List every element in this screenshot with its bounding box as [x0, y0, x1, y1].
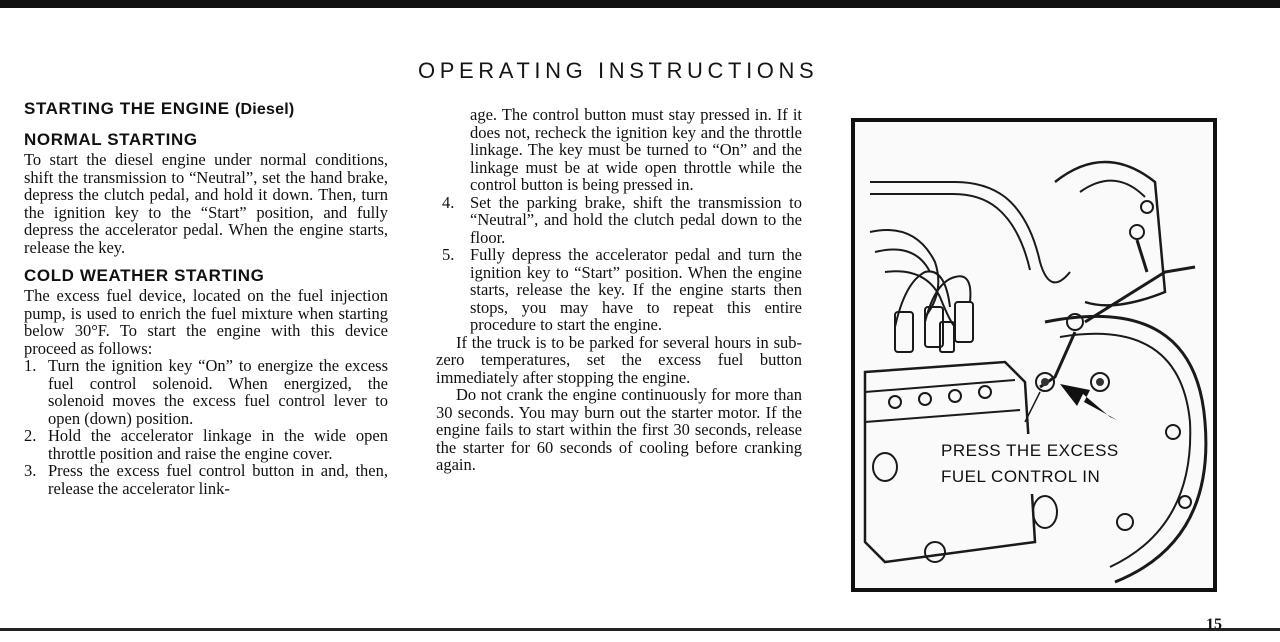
- step-number: 2.: [24, 426, 37, 445]
- step-text: Hold the accelerator linkage in the wide open throttle position and raise the engine cover.: [48, 426, 388, 463]
- page-number: 15: [1206, 616, 1222, 633]
- left-column: [24, 96, 388, 497]
- cold-weather-heading: COLD WEATHER STARTING: [24, 266, 265, 285]
- parking-paragraph: If the truck is to be parked for several hours in sub-zero temperatures, set the excess fuel button immediately after stopping the engine.: [436, 332, 802, 387]
- list-item: [436, 246, 802, 334]
- cranking-paragraph: Do not crank the engine continuously for more than 30 seconds. You may burn out the starter motor. If the engine fails to start within the first 30 seconds, release the starter for 60 seconds of cooling before cranking again.: [436, 385, 802, 474]
- cold-weather-intro: The excess fuel device, located on the fuel injection pump, is used to enrich the fuel mixture when starting below 30°F. To start the engine with this device proceed as follows:: [24, 286, 388, 358]
- list-item: [24, 427, 388, 462]
- bottom-border: [0, 628, 1280, 631]
- figure-caption: [935, 434, 1147, 494]
- step-3-continued: age. The control button must stay pressed in. If it does not, recheck the ignition key and the throttle linkage. The key must be turned to “On” and the linkage must be at wide open throttle while the control button is being pressed in.: [470, 105, 802, 194]
- step-text: Fully depress the accelerator pedal and turn the ignition key to “Start” position. When the engine starts, release the key. If the engine starts then stops, you may have to repeat this entire procedure to start the engine.: [470, 245, 802, 334]
- normal-starting-text: To start the diesel engine under normal conditions, shift the transmission to “Neutral”, set the hand brake, depress the clutch pedal, and hold it down. Then, turn the ignition key to the “Start” position, and fully depress the accelerator pedal. When the engine starts, release the key.: [24, 150, 388, 257]
- list-item: [24, 357, 388, 427]
- step-text: Turn the ignition key “On” to energize the excess fuel control solenoid. When energized, the solenoid moves the excess fuel control lever to open (down) position.: [48, 356, 388, 428]
- section-heading: [24, 98, 388, 121]
- caption-line-1: PRESS THE EXCESS: [941, 441, 1119, 460]
- top-border: [0, 0, 1280, 8]
- step-text: Press the excess fuel control button in and, then, release the accelerator link-: [48, 461, 388, 498]
- step-number: 4.: [442, 192, 455, 212]
- section-heading-text: STARTING THE ENGINE: [24, 99, 230, 118]
- engine-illustration: [851, 118, 1217, 592]
- steps-list-middle: [436, 194, 802, 334]
- page-title: OPERATING INSTRUCTIONS: [418, 58, 819, 83]
- caption-line-2: FUEL CONTROL IN: [941, 467, 1101, 486]
- list-item: [436, 194, 802, 247]
- section-heading-sub: (Diesel): [234, 101, 295, 118]
- step-number: 3.: [24, 461, 37, 480]
- normal-starting-heading: NORMAL STARTING: [24, 130, 198, 149]
- step-number: 1.: [24, 356, 37, 375]
- steps-list-left: [24, 357, 388, 497]
- list-item: [24, 462, 388, 497]
- engine-drawing: [855, 122, 1213, 588]
- step-number: 5.: [442, 245, 455, 264]
- step-text: Set the parking brake, shift the transmission to “Neutral”, and hold the clutch pedal down to the floor.: [470, 192, 802, 247]
- middle-column: [436, 106, 802, 474]
